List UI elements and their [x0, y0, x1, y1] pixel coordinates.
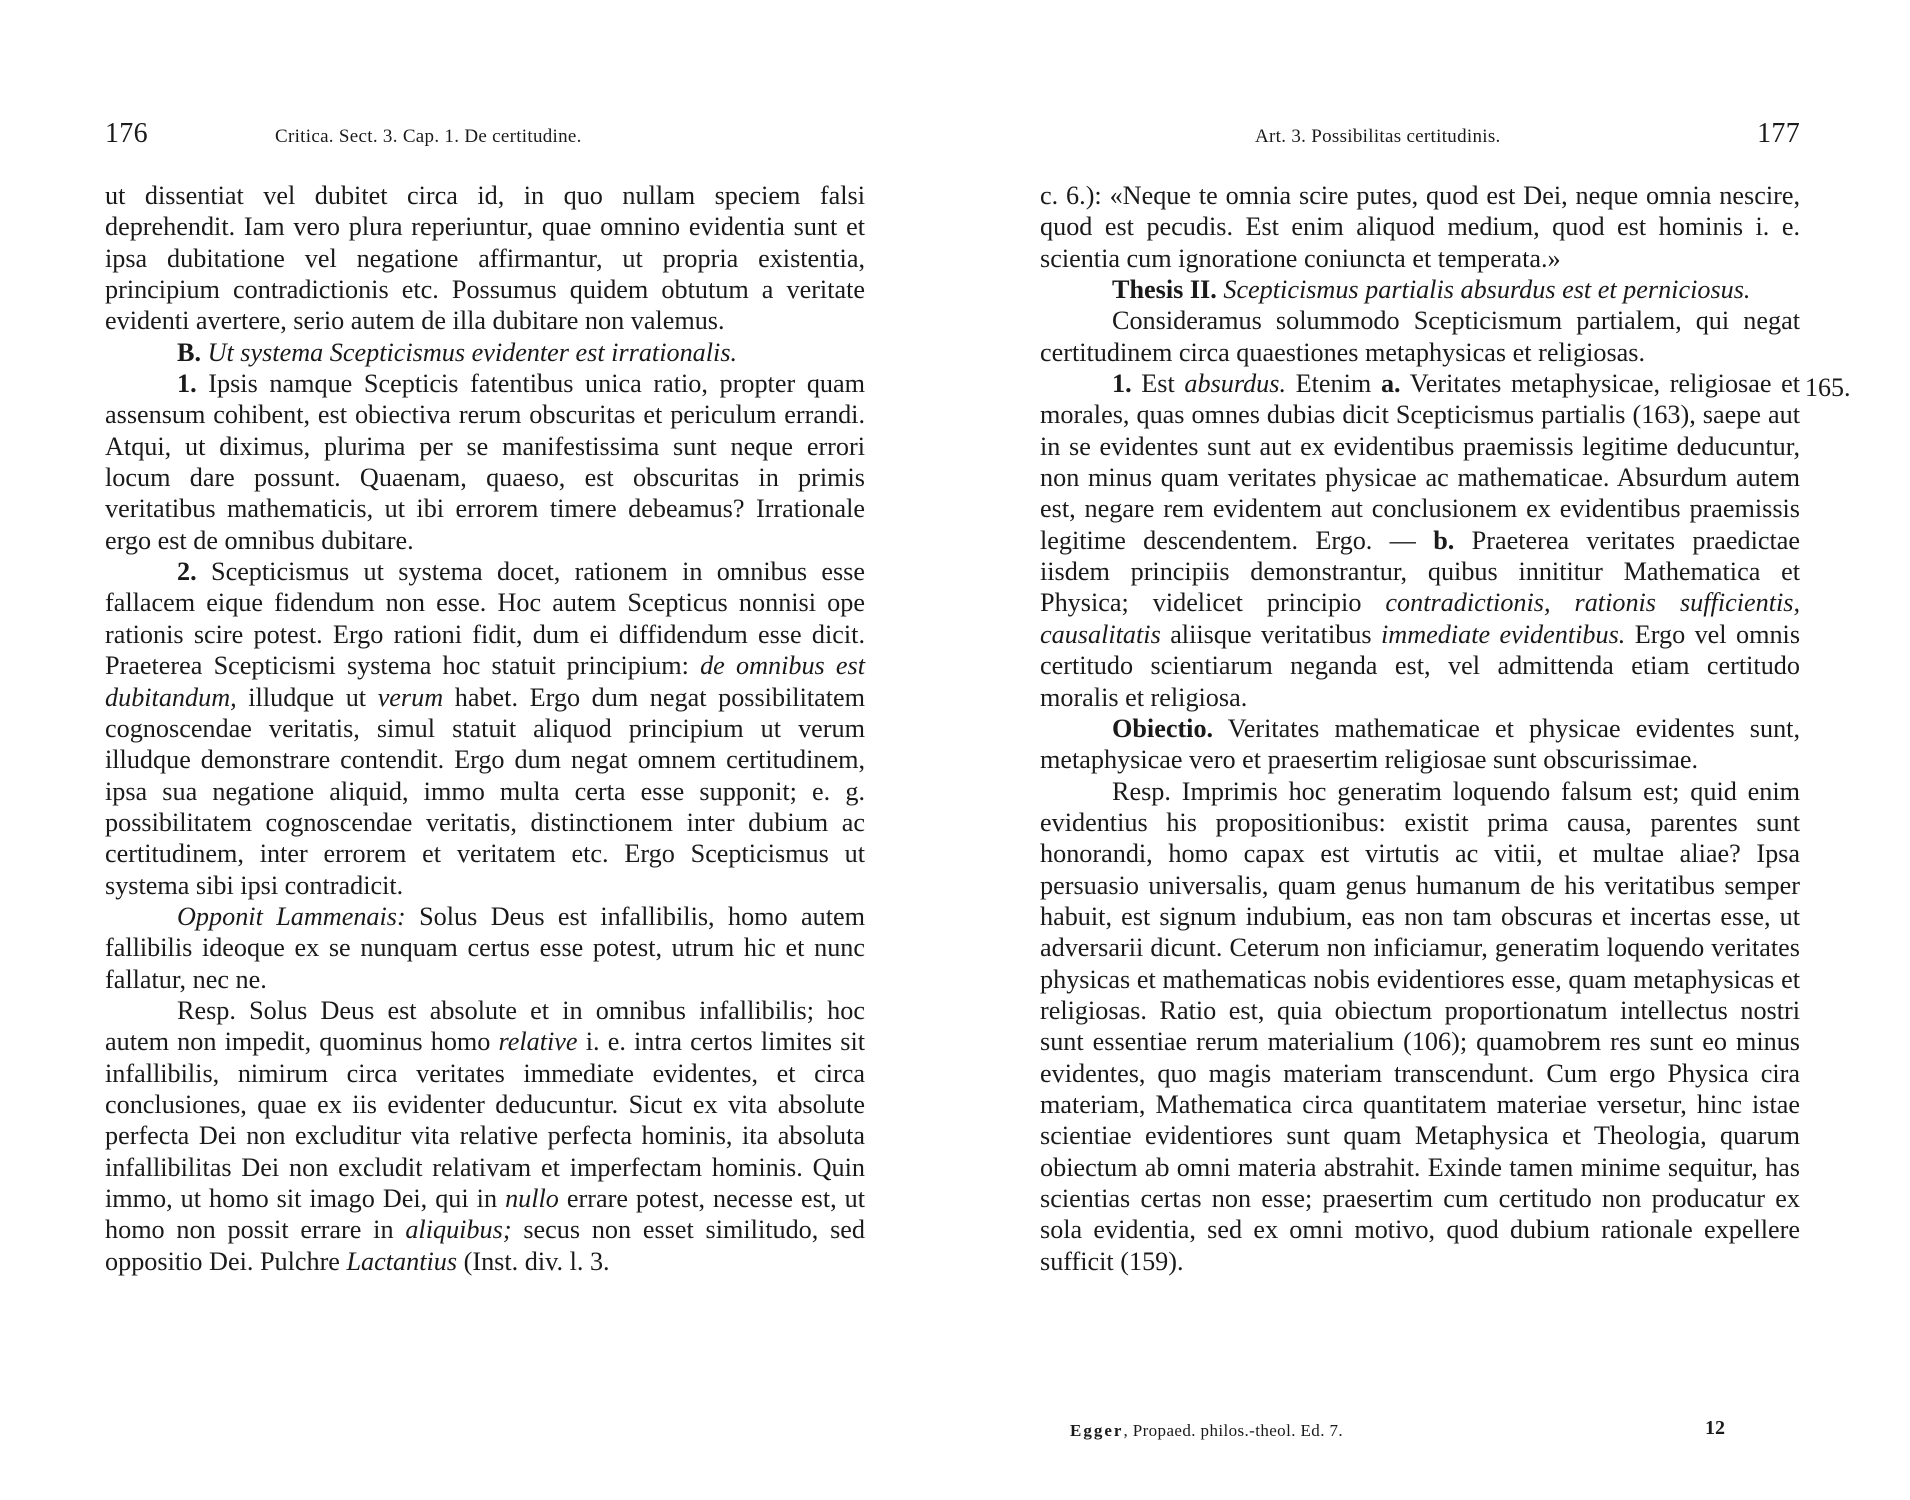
paragraph: Opponit Lammenais: Solus Deus est infallibilis, homo autem fallibilis ideoque ex se nunquam certus esse potest, utrum hic et nunc fallatur, nec ne. [105, 901, 866, 994]
paragraph: ut dissentiat vel dubitet circa id, in quo nullam speciem falsi deprehendit. Iam vero plura reperiuntur, quae omnino evidentia sunt et ipsa dubitatione vel negatione affirmantur, ut propria existentia, principium contradictionis etc. Possumus quidem obtutum a veritate evidenti avertere, serio autem de illa dubitare non valemus. [105, 181, 865, 336]
left-page-number: 176 [105, 118, 148, 149]
section-heading-b: B. Ut systema Scepticismus evidenter est irrationalis. [177, 337, 738, 367]
left-running-title: Critica. Sect. 3. Cap. 1. De certitudine. [275, 126, 582, 147]
thesis-heading: Thesis II. Scepticismus partialis absurdus est et perniciosus. [1112, 275, 1751, 305]
signature-footer [1040, 1417, 1800, 1447]
paragraph: c. 6.): «Neque te omnia scire putes, quod est Dei, neque omnia nescire, quod est pecudis. Est enim aliquod medium, quod est hominis i. e. scientia cum ignoratione coniuncta et temperata.» [1040, 181, 1800, 273]
paragraph: Resp. Imprimis hoc generatim loquendo falsum est; quid enim evidentius his propositionibus: existit prima causa, parentes sunt honorandi, homo capax est virtutis ac vitii, et multae aliae? Ipsa persuasio universalis, quam genus humanum de his veritatibus semper habuit, est signum indubium, eas non tam obscuras et incertas esse, ut adversarii dicunt. Ceterum non inficiamur, generatim loquendo veritates physicas et mathematicas nobis evidentiores esse, quam metaphysicas et religiosas. Ratio est, quia obiectum proportionatum intellectus nostri sunt essentiae rerum materialium (106); quamobrem res sunt eo minus evidentes, quo magis materiam transcendunt. Cum ergo Physica cira materiam, Mathematica circa quantitatem materiae versetur, hinc istae scientiae evidentiores sunt quam Metaphysica et Theologia, quarum obiectum ab omni materia abstrahit. Exinde tamen minime sequitur, has scientias certas non esse; praesertim cum certitudo non producatur ex sola evidentia, sed ex omni motivo, quod dubium rationale expellere sufficit (159). [1040, 776, 1800, 1276]
margin-number: 165. [1805, 373, 1851, 402]
right-page-body [1040, 180, 1800, 1277]
paragraph: 2. Scepticismus ut systema docet, rationem in omnibus esse fallacem eique fidendum non esse. Hoc autem Scepticus nonnisi ope rationis scire potest. Ergo rationi fidit, dum ei diffidendum esse dicit. Praeterea Scepticismi systema hoc statuit principium: de omnibus est dubitandum, illudque ut verum habet. Ergo dum negat possibilitatem cognoscendae veritatis, simul statuit aliquod principium ut verum illudque demonstrare contendit. Ergo dum negat omnem certitudinem, ipsa sua negatione aliquid, immo multa certa esse supponit; e. g. possibilitatem cognoscendae veritatis, distinctionem inter dubium ac certitudinem, inter errorem et veritatem etc. Ergo Scepticismus ut systema sibi ipsi contradicit. [105, 557, 866, 900]
left-running-head [105, 118, 865, 154]
paragraph: 1. Ipsis namque Scepticis fatentibus unica ratio, propter quam assensum cohibent, est obiectiva rerum obscuritas et periculum errandi. Atqui, ut diximus, plurima per se manifestissima sunt neque errori locum dare possunt. Quaenam, quaeso, est obscuritas in primis veritatibus mathematicis, ut ibi errorem timere debeamus? Irrationale ergo est de omnibus dubitare. [105, 369, 865, 555]
paragraph: Consideramus solummodo Scepticismum partialem, qui negat certitudinem circa quaestiones metaphysicas et religiosas. [1040, 306, 1800, 367]
right-running-head [1040, 118, 1800, 154]
sheet-number: 12 [1705, 1417, 1725, 1439]
footer-signature: Egger, Propaed. philos.-theol. Ed. 7. [1070, 1421, 1344, 1440]
paragraph: Obiectio. Veritates mathematicae et physicae evidentes sunt, metaphysicae vero et praesertim religiosae sunt obscurissimae. [1040, 713, 1800, 775]
right-page-number: 177 [1757, 118, 1800, 149]
paragraph: Resp. Solus Deus est absolute et in omnibus infallibilis; hoc autem non impedit, quominus homo relative i. e. intra certos limites sit infallibilis, nimirum circa veritates immediate evidentes, et circa conclusiones, quae ex iis evidenter deducuntur. Sicut ex vita absolute perfecta Dei non excluditur vita relative perfecta hominis, ita absoluta infallibilitas Dei non excludit relativam et imperfectam hominis. Quin immo, ut homo sit imago Dei, qui in nullo errare potest, necesse est, ut homo non possit errare in aliquibus; secus non esset similitudo, sed oppositio Dei. Pulchre Lactantius (Inst. div. l. 3. [105, 995, 866, 1276]
left-page-body [105, 180, 865, 1277]
right-running-title: Art. 3. Possibilitas certitudinis. [1255, 126, 1501, 147]
paragraph: 1. Est absurdus. Etenim a. Veritates metaphysicae, religiosae et morales, quas omnes dubias dicit Scepticismus partialis (163), saepe aut in se evidentes sunt aut ex evidentibus praemissis legitime deducuntur, non minus quam veritates physicae ac mathematicae. Absurdum autem est, negare rem evidentem aut conclusionem ex evidentibus praemissis legitime descendentem. Ergo. — b. Praeterea veritates praedictae iisdem principiis demonstrantur, quibus innititur Mathematica et Physica; videlicet principio contradictionis, rationis sufficientis, causalitatis aliisque veritatibus immediate evidentibus. Ergo vel omnis certitudo scientiarum neganda est, vel admittenda etiam certitudo moralis et religiosa. [1040, 369, 1801, 712]
